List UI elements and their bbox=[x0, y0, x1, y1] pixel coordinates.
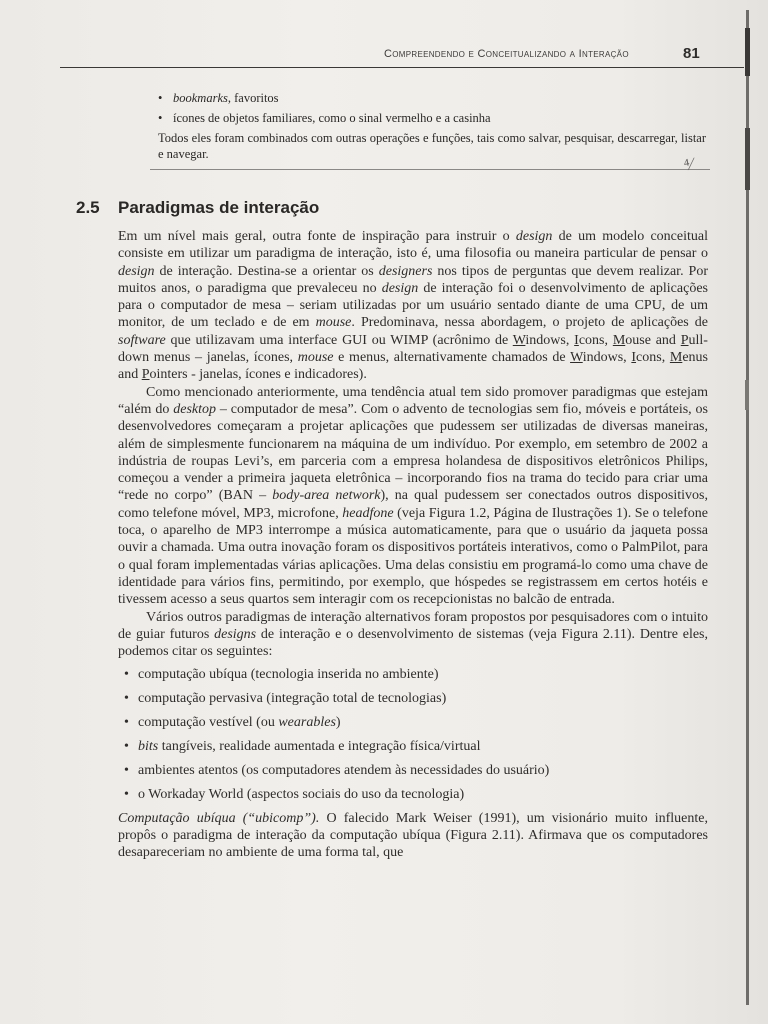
paragraph: Computação ubíqua (“ubicomp”). O falecido Mark Weiser (1991), um visionário muito influente, propôs o paradigma de interação da computação ubíqua (Figura 2.11). Afirmava que os computadores desapareceriam no ambiente de uma forma tal, que bbox=[118, 810, 708, 861]
box-rule bbox=[150, 169, 710, 170]
section-number: 2.5 bbox=[76, 198, 100, 217]
list-item: • computação pervasiva (integração total de tecnologias) bbox=[124, 690, 708, 707]
section-heading bbox=[76, 198, 319, 218]
list-item: • ambientes atentos (os computadores atendem às necessidades do usuário) bbox=[124, 762, 708, 779]
header-rule bbox=[60, 67, 744, 68]
paragraph: Como mencionado anteriormente, uma tendência atual tem sido promover paradigmas que estejam “além do desktop – computador de mesa”. Com o advento de tecnologias sem fio, móveis e portáteis, os desenvolvedores começaram a projetar aplicações que pudessem ser utilizadas de diversas maneiras, além de simplesmente funcionarem na máquina de um indivíduo. Por exemplo, em setembro de 2002 a indústria de roupas Levi’s, em parceria com a empresa holandesa de dispositivos eletrônicos Philips, começou a vender a primeira jaqueta eletrônica – incorporando fios na trama do tecido para criar uma “rede no corpo” (BAN – body-area network), na qual pudessem ser conectados outros dispositivos, como telefone móvel, MP3, microfone, headfone (veja Figura 1.2, Página de Ilustrações 1). Se o telefone toca, o aparelho de MP3 interrompe a música automaticamente, para que o usuário da jaqueta possa ouvir a chamada. Uma outra inovação foram os dispositivos portáteis interativos, como o PalmPilot, para o qual foram implementadas várias aplicações. Uma delas consistiu em programá-lo como uma chave de identidade para vários fins, permitindo, por exemplo, que hóspedes se registrassem em certos hotéis e tivessem acesso a seus quartos sem interagir com os recepcionistas no balcão de entrada. bbox=[118, 384, 709, 608]
list-item: • computação ubíqua (tecnologia inserida no ambiente) bbox=[124, 666, 708, 683]
page-edge-mark bbox=[745, 128, 750, 190]
list-item: • ícones de objetos familiares, como o sinal vermelho e a casinha bbox=[158, 110, 706, 126]
list-item: • bookmarks, favoritos bbox=[158, 90, 706, 106]
handwritten-mark: ⁴⁄ bbox=[682, 154, 695, 175]
paradigm-list bbox=[118, 666, 708, 803]
page-number: 81 bbox=[683, 45, 700, 62]
box-continuation bbox=[158, 90, 706, 162]
paragraph: Em um nível mais geral, outra fonte de inspiração para instruir o design de um modelo conceitual consiste em utilizar um paradigma de interação, isto é, uma filosofia ou maneira particular de pensar o design de interação. Destina-se a orientar os designers nos tipos de perguntas que devem realizar. Por muitos anos, o paradigma que prevaleceu no design de interação foi o desenvolvimento de aplicações para o computador de mesa – seriam utilizadas por um usuário sentado diante de uma CPU, de um monitor, de um teclado e de em mouse. Predominava, nessa abordagem, o projeto de aplicações de software que utilizavam uma interface GUI ou WIMP (acrônimo de Windows, Icons, Mouse and Pull-down menus – janelas, ícones, mouse e menus, alternativamente chamados de Windows, Icons, Menus and Pointers - janelas, ícones e indicadores). bbox=[118, 229, 708, 383]
page-edge-mark bbox=[745, 28, 750, 76]
box-closing-text: Todos eles foram combinados com outras operações e funções, tais como salvar, pesquisar, descarregar, listar e navegar. bbox=[158, 131, 706, 161]
list-item: • bits tangíveis, realidade aumentada e integração física/virtual bbox=[124, 738, 708, 755]
list-item: • o Workaday World (aspectos sociais do uso da tecnologia) bbox=[124, 786, 708, 803]
list-item: • computação vestível (ou wearables) bbox=[124, 714, 708, 731]
running-head: Compreendendo e Conceitualizando a Interação bbox=[384, 48, 629, 60]
page-edge-mark bbox=[745, 380, 749, 410]
section-title: Paradigmas de interação bbox=[118, 198, 320, 217]
paragraph: Vários outros paradigmas de interação alternativos foram propostos por pesquisadores com o intuito de guiar futuros designs de interação e o desenvolvimento de sistemas (veja Figura 2.11). Dentre eles, podemos citar os seguintes: bbox=[118, 609, 708, 660]
body-text bbox=[118, 228, 708, 862]
